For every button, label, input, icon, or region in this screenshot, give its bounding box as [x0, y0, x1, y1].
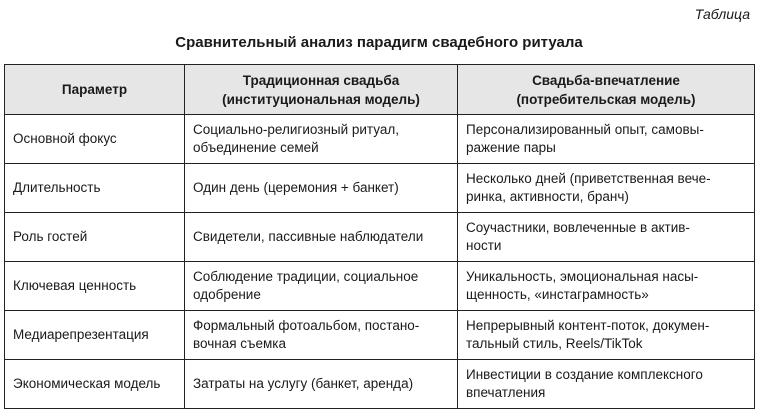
cell-line: щенность, «инстаграмность»	[466, 287, 649, 302]
cell-line: тальный стиль, Reels/TikTok	[466, 336, 643, 351]
cell-line: ринка, активности, бранч)	[466, 189, 629, 204]
cell-line: ности	[466, 238, 502, 253]
cell-experience	[458, 115, 755, 164]
cell-line: Затраты на услугу (банкет, аренда)	[193, 376, 414, 391]
cell-line: Соблюдение традиции, социальное	[193, 269, 419, 284]
table-row	[5, 115, 755, 164]
header-traditional-line2: (институциональная модель)	[222, 91, 420, 107]
header-traditional	[185, 65, 458, 115]
cell-experience	[458, 311, 755, 360]
header-experience	[458, 65, 755, 115]
cell-experience	[458, 360, 755, 409]
cell-experience	[458, 262, 755, 311]
cell-line: Один день (церемония + банкет)	[193, 180, 399, 195]
cell-line: Формальный фотоальбом, постано-	[193, 318, 420, 333]
cell-parameter: Основной фокус	[5, 115, 185, 164]
cell-line: впечатления	[466, 385, 546, 400]
comparison-table	[4, 64, 755, 409]
cell-line: ражение пары	[466, 140, 556, 155]
cell-line: Несколько дней (приветственная вече-	[466, 171, 711, 186]
table-header-row	[5, 65, 755, 115]
cell-line: Непрерывный контент-поток, докумен-	[466, 318, 710, 333]
header-experience-line2: (потребительская модель)	[516, 91, 696, 107]
cell-traditional	[185, 164, 458, 213]
header-experience-line1: Свадьба-впечатление	[532, 72, 680, 88]
cell-traditional	[185, 262, 458, 311]
cell-line: Уникальность, эмоциональная насы-	[466, 269, 699, 284]
cell-line: Социально-религиозный ритуал,	[193, 122, 399, 137]
table-caption: Таблица	[694, 6, 750, 22]
cell-parameter: Роль гостей	[5, 213, 185, 262]
cell-traditional	[185, 213, 458, 262]
table-title: Сравнительный анализ парадигм свадебного ритуала	[175, 34, 583, 51]
cell-traditional	[185, 311, 458, 360]
table-row	[5, 360, 755, 409]
table-row	[5, 213, 755, 262]
table-row	[5, 311, 755, 360]
cell-traditional	[185, 360, 458, 409]
cell-parameter: Ключевая ценность	[5, 262, 185, 311]
cell-parameter: Экономическая модель	[5, 360, 185, 409]
header-traditional-line1: Традиционная свадьба	[242, 72, 400, 88]
cell-line: Инвестиции в создание комплексного	[466, 367, 703, 382]
cell-line: одобрение	[193, 287, 261, 302]
cell-traditional	[185, 115, 458, 164]
table-row	[5, 262, 755, 311]
cell-line: объединение семей	[193, 140, 319, 155]
cell-line: Соучастники, вовлеченные в актив-	[466, 220, 690, 235]
cell-parameter: Медиарепрезентация	[5, 311, 185, 360]
cell-experience	[458, 164, 755, 213]
header-parameter: Параметр	[5, 65, 185, 115]
cell-line: Свидетели, пассивные наблюдатели	[193, 229, 424, 244]
cell-parameter: Длительность	[5, 164, 185, 213]
cell-experience	[458, 213, 755, 262]
cell-line: Персонализированный опыт, самовы-	[466, 122, 704, 137]
table-row	[5, 164, 755, 213]
cell-line: вочная съемка	[193, 336, 286, 351]
